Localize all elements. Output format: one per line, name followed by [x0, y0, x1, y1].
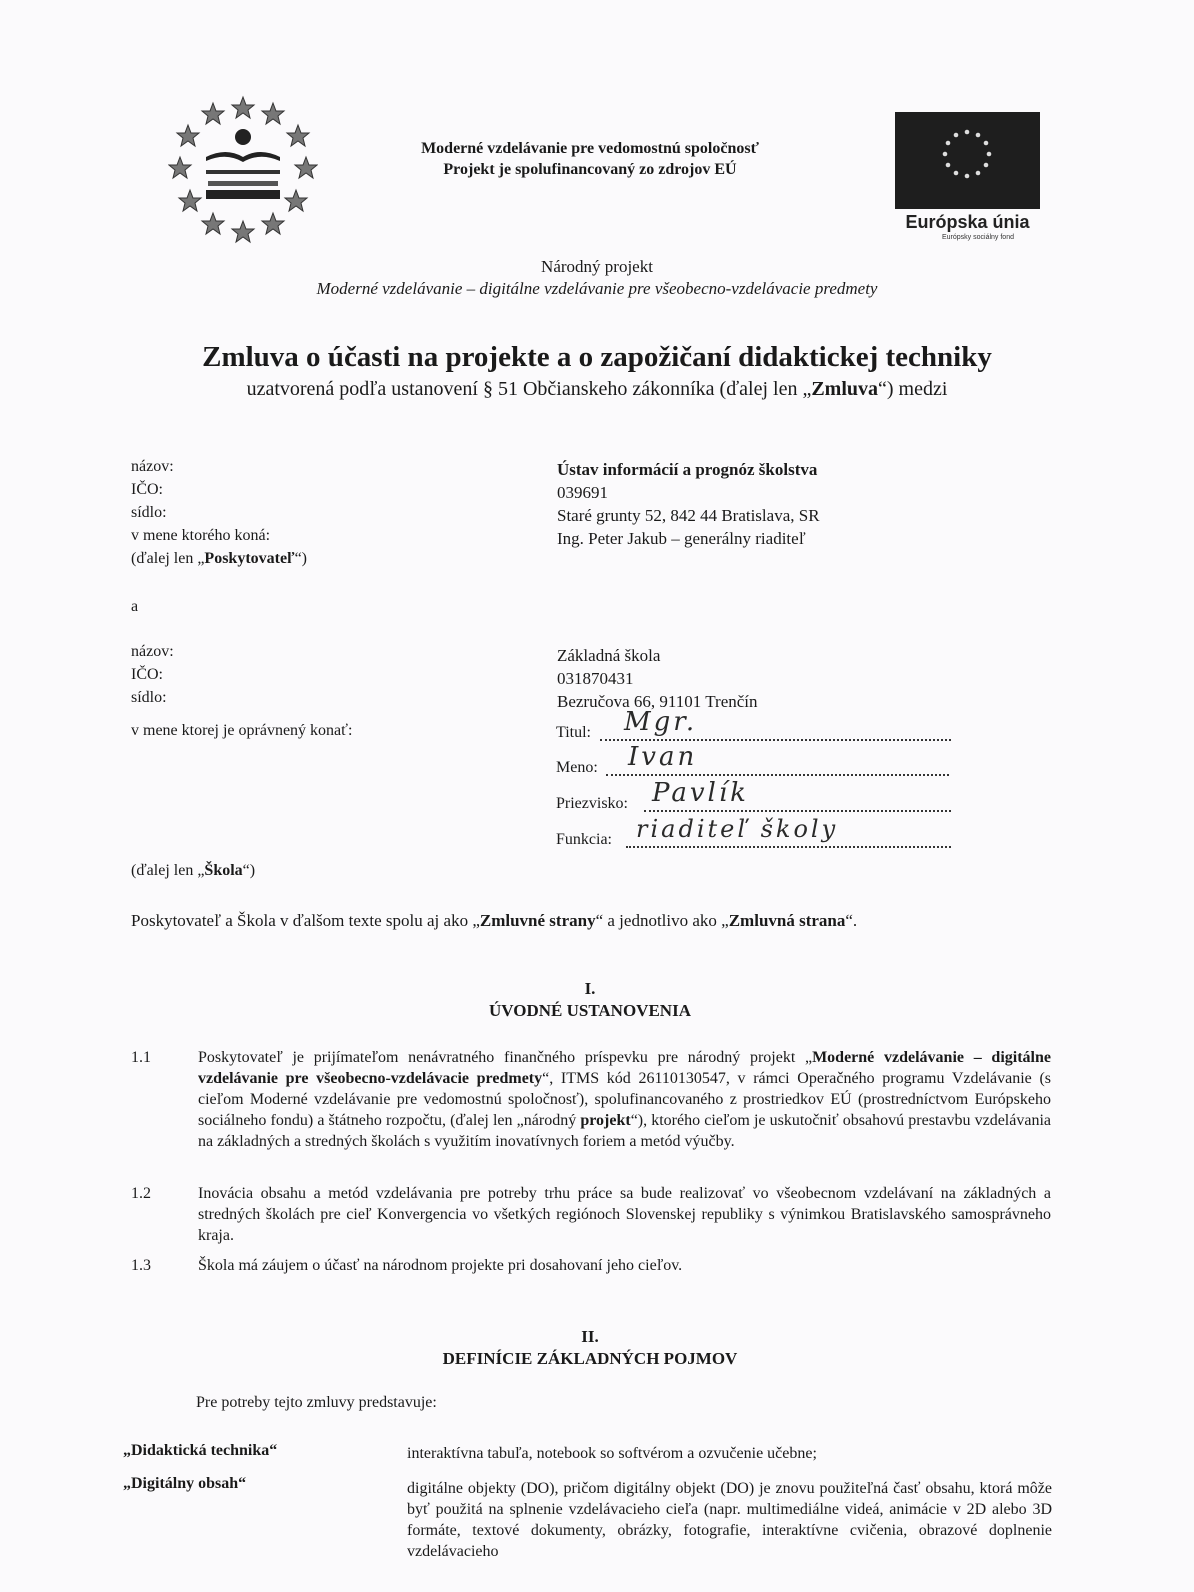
document-title: Zmluva o účasti na projekte a o zapožičaní didaktickej techniky	[202, 341, 992, 373]
school-ref: (ďalej len „Škola“)	[131, 862, 256, 879]
school-ico: 031870431	[557, 669, 634, 688]
parties-sentence: Poskytovateľ a Škola v ďalšom texte spolu aj ako „Zmluvné strany“ a jednotlivo ako „Zmluvná strana“.	[131, 911, 858, 930]
item-1-3-text: Škola má záujem o účasť na národnom projekte pri dosahovaní jeho cieľov.	[198, 1257, 683, 1274]
funkcia-handwritten: riaditeľ školy	[636, 815, 839, 843]
titul-handwritten: Mgr.	[624, 707, 698, 737]
item-1-1-text: Poskytovateľ je prijímateľom nenávratného finančného príspevku pre národný projekt „Moderné vzdelávanie – digitálne vzdelávanie pre všeobecno-vzdelávacie predmety“, ITMS kód 26110130547, v rámci Operačného programu Vzdelávanie (s cieľom Moderné vzdelávanie pre vedomostnú spoločnosť), spolufinancovaného z prostriedkov EÚ (prostredníctvom Európskeho sociálneho fondu) a štátneho rozpočtu, (ďalej len „národný projekt“), ktorého cieľom je uskutočniť obsahovú prestavbu vzdelávania na základných a stredných školách s využitím inovatívnych foriem a metód výučby.	[198, 1049, 1051, 1150]
def-term-digitalny-obsah: „Digitálny obsah“	[123, 1475, 247, 1492]
eu-flag-logo	[895, 112, 1040, 209]
provider-seat: Staré grunty 52, 842 44 Bratislava, SR	[557, 506, 820, 525]
priezvisko-field[interactable]	[556, 778, 951, 817]
project-name: Moderné vzdelávanie – digitálne vzdelávanie pre všeobecno-vzdelávacie predmety	[316, 279, 878, 298]
def-text-digitalny-obsah: digitálne objekty (DO), pričom digitálny objekt (DO) je znovu použiteľná časť obsahu, ktorá môže byť použitá na splnenie vzdelávacieho cieľa (napr. multimediálne videá, animácie v 2D alebo 3D formáte, textové dokumenty, obrázky, fotografie, interaktívne cvičenia, obrazové doplnenie vzdelávacieho	[407, 1480, 1052, 1560]
op-vzdelavanie-logo	[168, 95, 318, 245]
document-subtitle: uzatvorená podľa ustanovení § 51 Občianskeho zákonníka (ďalej len „Zmluva“) medzi	[246, 378, 948, 400]
school-name: Základná škola	[557, 646, 661, 665]
eu-stars-icon	[895, 112, 1040, 209]
section2-title: DEFINÍCIE ZÁKLADNÝCH POJMOV	[442, 1349, 738, 1368]
priezvisko-label: Priezvisko:	[556, 795, 628, 812]
def-term-didakticka-technika: „Didaktická technika“	[123, 1442, 278, 1459]
provider-name: Ústav informácií a prognóz školstva	[557, 460, 818, 479]
item-1-1-number: 1.1	[131, 1049, 151, 1066]
meno-handwritten: Ivan	[628, 742, 698, 772]
project-label: Národný projekt	[541, 257, 653, 276]
meno-label: Meno:	[556, 759, 598, 776]
provider-ref: (ďalej len „Poskytovateľ“)	[131, 550, 308, 567]
header-line-1: Moderné vzdelávanie pre vedomostnú spoločnosť	[421, 140, 759, 157]
eu-sublabel: Európsky sociálny fond	[942, 234, 1014, 241]
item-1-2-text: Inovácia obsahu a metód vzdelávania pre potreby trhu práce sa bude realizovať vo všeobecnom vzdelávaní na základných a stredných školách pre cieľ Konvergencia vo všetkých regiónoch Slovenskej republiky s výnimkou Bratislavského samosprávneho kraja.	[198, 1185, 1051, 1244]
titul-field[interactable]	[556, 707, 951, 746]
and-word: a	[131, 598, 139, 615]
item-1-3-number: 1.3	[131, 1257, 151, 1274]
section1-number: I.	[584, 979, 596, 998]
section2-number: II.	[581, 1327, 599, 1346]
def-text-didakticka-technika: interaktívna tabuľa, notebook so softvérom a ozvučenie učebne;	[407, 1445, 817, 1462]
school-values	[557, 644, 977, 713]
funkcia-label: Funkcia:	[556, 831, 612, 848]
section1-title: ÚVODNÉ USTANOVENIA	[489, 1001, 691, 1020]
titul-label: Titul:	[556, 724, 591, 741]
priezvisko-handwritten: Pavlík	[652, 778, 749, 808]
provider-ico: 039691	[557, 483, 608, 502]
provider-acting: Ing. Peter Jakub – generálny riaditeľ	[557, 529, 806, 548]
provider-values	[557, 458, 977, 550]
section2-intro: Pre potreby tejto zmluvy predstavuje:	[196, 1394, 437, 1411]
meno-field[interactable]	[556, 742, 949, 781]
school-labels: názov: IČO: sídlo: v mene ktorej je oprávnený konať:	[131, 643, 353, 739]
star-ring-logo-icon	[168, 95, 318, 245]
item-1-2-number: 1.2	[131, 1185, 151, 1202]
funkcia-field[interactable]	[556, 815, 951, 853]
header-line-2: Projekt je spolufinancovaný zo zdrojov EÚ	[443, 161, 737, 178]
provider-labels: názov: IČO: sídlo: v mene ktorého koná: (ďalej len „Poskytovateľ“)	[131, 455, 471, 570]
school-seat: Bezručova 66, 91101 Trenčín	[557, 692, 758, 711]
eu-label: Európska únia	[905, 212, 1030, 232]
